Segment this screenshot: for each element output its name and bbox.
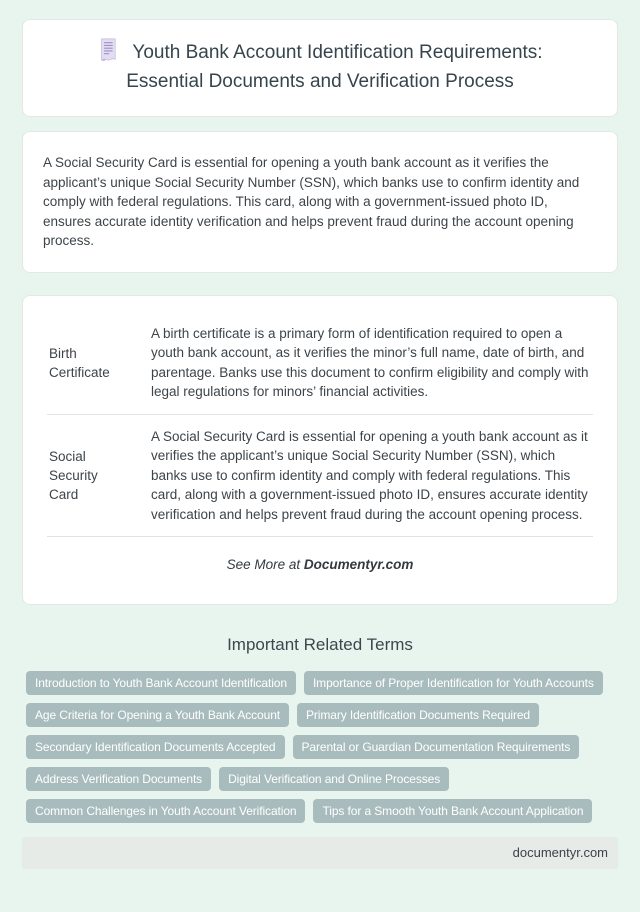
footer-site-link[interactable]: documentyr.com <box>512 845 608 860</box>
see-more-prefix: See More at <box>226 557 304 572</box>
related-term-tag[interactable]: Tips for a Smooth Youth Bank Account Application <box>313 799 592 823</box>
page-title <box>74 38 566 96</box>
related-term-tag[interactable]: Address Verification Documents <box>26 767 211 791</box>
page-title-line2: Requirements: Essential Documents and Verification Process <box>126 42 543 92</box>
term-label: Social Security Card <box>49 448 98 502</box>
table-row <box>47 312 593 415</box>
related-term-tag[interactable]: Parental or Guardian Documentation Requirements <box>293 735 580 759</box>
see-more-line <box>47 537 593 594</box>
receipt-icon <box>97 38 118 62</box>
see-more-brand[interactable]: Documentyr.com <box>303 557 414 572</box>
related-term-tag[interactable]: Primary Identification Documents Required <box>297 703 539 727</box>
related-terms-list <box>26 671 622 823</box>
table-row <box>47 415 593 538</box>
term-label: Birth Certificate <box>49 345 110 380</box>
related-term-tag[interactable]: Age Criteria for Opening a Youth Bank Account <box>26 703 289 727</box>
related-terms-heading: Important Related Terms <box>227 635 413 654</box>
term-description: A birth certificate is a primary form of identification required to open a youth bank account, as it verifies the minor’s full name, date of birth, and parentage. Banks use this document to confirm eligibility and comply with legal regulations for minors’ financial activities. <box>151 325 589 399</box>
page-title-line1: Youth Bank Account Identification <box>132 42 414 63</box>
definition-table-card <box>22 295 618 606</box>
tag-row <box>26 735 622 759</box>
tag-row <box>26 671 622 695</box>
tag-row <box>26 703 622 727</box>
related-term-tag[interactable]: Common Challenges in Youth Account Verification <box>26 799 305 823</box>
related-term-tag[interactable]: Digital Verification and Online Processes <box>219 767 449 791</box>
intro-card <box>22 131 618 273</box>
tag-row <box>26 799 622 823</box>
intro-paragraph: A Social Security Card is essential for opening a youth bank account as it verifies the applicant’s unique Social Security Number (SSN), which banks use to confirm identity and comply with federal regulations. This card, along with a government-issued photo ID, ensures accurate identity verification and helps prevent fraud during the account opening process. <box>43 155 580 248</box>
related-term-tag[interactable]: Introduction to Youth Bank Account Identification <box>26 671 296 695</box>
related-term-tag[interactable]: Importance of Proper Identification for Youth Accounts <box>304 671 603 695</box>
term-description: A Social Security Card is essential for opening a youth bank account as it verifies the applicant’s unique Social Security Number (SSN), which banks use to confirm identity and comply with federal regulations. This card, along with a government-issued photo ID, ensures accurate identity verification and helps prevent fraud during the account opening process. <box>151 428 588 522</box>
tag-row <box>26 767 622 791</box>
related-term-tag[interactable]: Secondary Identification Documents Accepted <box>26 735 285 759</box>
footer-bar <box>22 837 618 869</box>
title-card <box>22 19 618 117</box>
